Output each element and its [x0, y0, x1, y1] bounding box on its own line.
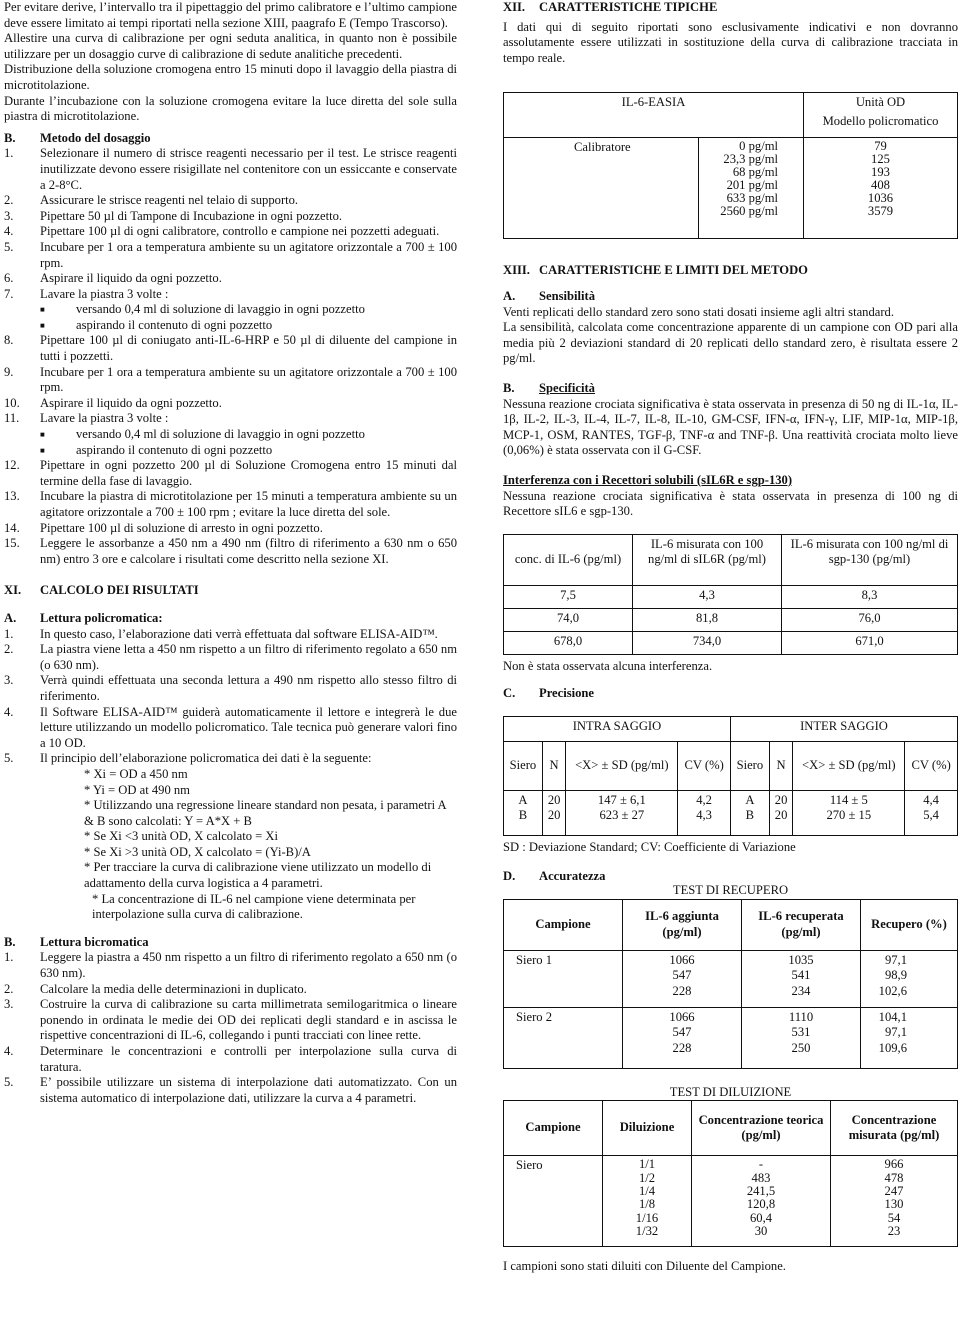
precision-heading: C. Precisione	[503, 686, 595, 701]
list-text: Selezionare il numero di strisce reagenti necessario per il test. Le strisce reagenti inutilizzate devono essere risigillate nel contenitore con un essiccante e conservate a 2-8°C.	[40, 146, 457, 192]
bullet-text: versando 0,4 ml di soluzione di lavaggio in ogni pozzetto	[76, 302, 365, 317]
list-item	[4, 224, 457, 240]
list-text: La piastra viene letta a 450 nm rispetto a un filtro di riferimento regolato a 650 nm (o 630 nm).	[40, 642, 457, 672]
list-item	[4, 950, 457, 981]
poly-steps	[4, 627, 457, 767]
list-item	[4, 521, 457, 537]
prec-cell: 4,2 4,3	[678, 790, 731, 835]
prec-header-row	[504, 741, 958, 790]
calib-header-od: Unità OD Modello policromatico	[804, 93, 958, 138]
list-text: Leggere la piastra a 450 nm rispetto a un filtro di riferimento regolato a 650 nm (o 630 nm).	[40, 950, 457, 981]
calibration-table	[503, 92, 958, 239]
list-item	[4, 396, 457, 412]
accuracy-heading: D. Accuratezza	[503, 869, 606, 884]
precision-note: SD : Deviazione Standard; CV: Coefficiente di Variazione	[503, 839, 796, 854]
prec-col-header: <X> ± SD (pg/ml)	[566, 741, 678, 790]
formula-line: * Se Xi <3 unità OD, X calcolato = Xi	[84, 829, 278, 844]
prec-cell: 147 ± 6,1 623 ± 27	[566, 790, 678, 835]
list-number: 15.	[4, 536, 20, 551]
section-xi-heading: XI. CALCOLO DEI RISULTATI	[4, 583, 199, 598]
specificity-text: Nessuna reazione crociata significativa è stata osservata in presenza di 50 ng di IL-1α, IL-1β, IL-2, IL-3, IL-4, IL-7, IL-8, IL-10, GM-CSF, IFN-α, IFN-γ, LIF, MIP-1α, MIP-1β, MCP-1, OSM, RANTES, TGF-β, TNF-α and TNF-β. Una reattività crociata molto lieve (0,06%) è stata osservata con il G-CSF.	[503, 396, 958, 458]
list-item	[4, 705, 457, 752]
section-xiii-heading: XIII. CARATTERISTICHE E LIMITI DEL METODO	[503, 263, 808, 278]
square-bullet-icon: ■	[40, 445, 45, 455]
specificity-heading: B. Specificità	[503, 380, 595, 395]
formula-line: * Utilizzando una regressione lineare standard non pesata, i parametri A & B sono calcolati: Y = A*X + B	[84, 798, 446, 828]
square-bullet-icon: ■	[40, 430, 45, 440]
list-number: 3.	[4, 673, 14, 688]
left-column	[4, 0, 457, 1106]
list-number: 12.	[4, 458, 20, 473]
intro-paragraph: Per evitare derive, l’intervallo tra il pipettaggio del primo calibratore e l’ultimo campione deve essere limitato ai tempi riportati nella sezione XIII, paagrafo E (Tempo Trascorso).	[4, 0, 457, 30]
section-xii-heading: XII. CARATTERISTICHE TIPICHE	[503, 0, 718, 14]
bi-steps	[4, 950, 457, 1106]
prec-cell: 114 ± 5 270 ± 15	[793, 790, 905, 835]
intro-paragraph: Distribuzione della soluzione cromogena entro 15 minuti dopo il lavaggio della piastra di microtitolazione.	[4, 62, 457, 92]
list-number: 5.	[4, 751, 14, 766]
interference-text: Nessuna reazione crociata significativa è stata osservata in presenza di 100 ng di Recettore sIL6 e sgp-130.	[503, 488, 958, 519]
list-number: 8.	[4, 333, 14, 348]
bullet-item	[4, 443, 457, 459]
interference-note: Non è stata osservata alcuna interferenza.	[503, 658, 713, 673]
list-text: Lavare la piastra 3 volte :	[40, 286, 169, 301]
interference-heading: Interferenza con i Recettori solubili (sIL6R e sgp-130)	[503, 472, 793, 487]
bullet-item	[4, 427, 457, 443]
list-item	[4, 982, 457, 998]
table-row: Siero 2 1066 547 228 1110 531 250 104,1 97,1 109,6	[504, 1007, 958, 1068]
sensitivity-text-1: Venti replicati dello standard zero sono stati dosati insieme agli altri standard.	[503, 304, 894, 319]
square-bullet-icon: ■	[40, 305, 45, 315]
interf-header-2: IL-6 misurata con 100 ng/ml di sgp-130 (pg/ml)	[782, 534, 958, 585]
intro-paragraph: Allestire una curva di calibrazione per ogni seduta analitica, in quanto non è possibile utilizzare per un dosaggio curve di calibrazione di sedute analitiche precedenti.	[4, 31, 457, 61]
prec-cell: A B	[730, 790, 769, 835]
prec-col-header: Siero	[504, 741, 543, 790]
list-number: 2.	[4, 981, 14, 996]
list-text: Aspirare il liquido da ogni pozzetto.	[40, 395, 222, 410]
calib-label: Calibratore	[504, 138, 699, 239]
calib-concentrations: 0 pg/ml 23,3 pg/ml 68 pg/ml 201 pg/ml 633 pg/ml 2560 pg/ml	[699, 138, 804, 239]
list-item	[4, 642, 457, 673]
sensitivity-heading: A. Sensibilità	[503, 288, 595, 303]
interf-header-1: IL-6 misurata con 100 ng/ml di sIL6R (pg/ml)	[633, 534, 782, 585]
method-heading: B. Metodo del dosaggio	[4, 130, 151, 145]
interference-table	[503, 534, 958, 655]
dilution-title: TEST DI DILUIZIONE	[669, 1084, 792, 1099]
table-row: 7,5 4,3 8,3	[504, 585, 958, 608]
list-item	[4, 146, 457, 193]
interf-header-0: conc. di IL-6 (pg/ml)	[504, 534, 633, 585]
list-number: 4.	[4, 1044, 14, 1058]
list-number: 4.	[4, 704, 14, 719]
list-text: Incubare per 1 ora a temperatura ambiente su un agitatore orizzontale a 700 ± 100 rpm.	[40, 239, 457, 270]
poly-formula-list	[4, 767, 457, 923]
list-text: Assicurare le strisce reagenti nel telaio di supporto.	[40, 193, 299, 208]
list-number: 7.	[4, 286, 14, 301]
list-item	[4, 751, 457, 767]
bi-heading: B. Lettura bicromatica	[4, 934, 149, 949]
right-column	[503, 0, 958, 1275]
list-text: Pipettare 100 µl di coniugato anti-IL-6-HRP e 50 µl di diluente del campione in tutti i pozzetti.	[40, 333, 457, 364]
list-text: Incubare per 1 ora a temperatura ambiente su un agitatore orizzontale a 700 ± 100 rpm.	[40, 364, 457, 395]
bullet-text: aspirando il contenuto di ogni pozzetto	[76, 442, 273, 457]
list-item	[4, 271, 457, 287]
list-text: Lavare la piastra 3 volte :	[40, 411, 169, 426]
list-text: E’ possibile utilizzare un sistema di interpolazione dati automatizzato. Con un sistema automatico di interpolazione dati, utilizzare la curva a 4 parametri.	[40, 1075, 457, 1105]
list-item	[4, 1075, 457, 1106]
formula-line: * Xi = OD a 450 nm	[84, 766, 188, 781]
prec-inter-title: INTER SAGGIO	[730, 716, 957, 741]
list-text: Pipettare 100 µl di ogni calibratore, controllo e campione nei pozzetti adeguati.	[40, 224, 440, 239]
precision-table	[503, 716, 958, 836]
final-note: I campioni sono stati diluiti con Diluente del Campione.	[503, 1259, 786, 1274]
list-text: Pipettare 50 µl di Tampone di Incubazione in ogni pozzetto.	[40, 208, 343, 223]
list-number: 3.	[4, 997, 14, 1012]
recovery-table: Campione IL-6 aggiunta (pg/ml) IL-6 recuperata (pg/ml) Recupero (%) Siero 1 1066 547 228 1035 541 234 97,1 98,9 102,6 Siero 2 1066 547 228 1110 531 250 104,1 97,1 109,6	[503, 899, 958, 1069]
prec-col-header: <X> ± SD (pg/ml)	[793, 741, 905, 790]
table-row: Siero 1/1 1/2 1/4 1/8 1/16 1/32 - 483 241,5 120,8 60,4 30 966 478 247 130 54 23	[504, 1156, 958, 1247]
prec-cell: A B	[504, 790, 543, 835]
list-number: 4.	[4, 224, 14, 239]
list-number: 13.	[4, 489, 20, 504]
table-row	[504, 790, 958, 835]
prec-col-header: N	[542, 741, 566, 790]
bullet-text: aspirando il contenuto di ogni pozzetto	[76, 317, 273, 332]
list-number: 1.	[4, 950, 14, 965]
table-row: Siero 1 1066 547 228 1035 541 234 97,1 98,9 102,6	[504, 950, 958, 1007]
list-text: Leggere le assorbanze a 450 nm a 490 nm (filtro di riferimento a 630 nm o 650 nm) entro 3 ore e calcolare i risultati come descritto nella sezione XI.	[40, 536, 457, 566]
prec-intra-title: INTRA SAGGIO	[504, 716, 731, 741]
list-item	[4, 365, 457, 396]
list-number: 2.	[4, 193, 14, 208]
square-bullet-icon: ■	[40, 320, 45, 330]
list-text: In questo caso, l’elaborazione dati verrà effettuata dal software ELISA-AID™.	[40, 626, 438, 641]
list-number: 10.	[4, 395, 20, 410]
list-item	[4, 209, 457, 225]
list-item	[4, 627, 457, 643]
list-number: 9.	[4, 364, 14, 379]
calib-header-assay: IL-6-EASIA	[504, 93, 804, 138]
list-text: Costruire la curva di calibrazione su carta millimetrata semilogaritmica o lineare ponendo in ordinata le medie dei OD dei replicati degli standard e in ascissa le rispettive concentrazioni di IL-6, collegando i punti tracciati con linee rette.	[40, 997, 457, 1043]
list-text: Aspirare il liquido da ogni pozzetto.	[40, 271, 222, 286]
list-text: Verrà quindi effettuata una seconda lettura a 490 nm rispetto allo stesso filtro di riferimento.	[40, 673, 457, 703]
prec-col-header: N	[769, 741, 793, 790]
list-number: 11.	[4, 411, 20, 426]
list-item	[4, 536, 457, 567]
list-item	[4, 240, 457, 271]
prec-col-header: CV (%)	[678, 741, 731, 790]
formula-line: * Per tracciare la curva di calibrazione viene utilizzato un modello di adattamento della curva logistica a 4 parametri.	[84, 860, 432, 891]
list-number: 2.	[4, 642, 14, 657]
list-text: Il principio dell’elaborazione policromatica dei dati è la seguente:	[40, 751, 372, 766]
list-number: 6.	[4, 271, 14, 286]
list-item	[4, 673, 457, 704]
formula-line: * Se Xi >3 unità OD, X calcolato = (Yi-B)/A	[84, 844, 311, 859]
list-number: 5.	[4, 1075, 14, 1090]
list-text: Pipettare 100 µl di soluzione di arresto in ogni pozzetto.	[40, 520, 323, 535]
list-text: Incubare la piastra di microtitolazione per 15 minuti a temperatura ambiente su un agitatore orizzontale a 700 ± 100 rpm ; evitare la luce diretta del sole.	[40, 489, 457, 519]
table-row: 678,0 734,0 671,0	[504, 631, 958, 654]
dilution-table: Campione Diluizione Concentrazione teorica (pg/ml) Concentrazione misurata (pg/ml) Siero 1/1 1/2 1/4 1/8 1/16 1/32 - 483 241,5 120,8 60,4 30 966 478 247 130 54 23	[503, 1100, 958, 1247]
bullet-item	[4, 318, 457, 334]
list-number: 3.	[4, 208, 14, 223]
bullet-text: versando 0,4 ml di soluzione di lavaggio in ogni pozzetto	[76, 427, 365, 442]
formula-line: * Yi = OD at 490 nm	[84, 782, 190, 797]
prec-cell: 20 20	[542, 790, 566, 835]
formula-line: * La concentrazione di IL-6 nel campione viene determinata per interpolazione sulla curva di calibrazione.	[92, 891, 416, 922]
prec-col-header: CV (%)	[905, 741, 958, 790]
list-item	[4, 411, 457, 427]
prec-cell: 4,4 5,4	[905, 790, 958, 835]
list-item	[4, 489, 457, 520]
list-item	[4, 193, 457, 209]
recovery-title: TEST DI RECUPERO	[672, 883, 789, 898]
intro-paragraphs	[4, 0, 457, 125]
method-steps	[4, 146, 457, 567]
list-item	[4, 333, 457, 364]
sensitivity-text-2: La sensibilità, calcolata come concentrazione apparente di un campione con OD pari alla media più 2 deviazioni standard di 20 replicati dello standard zero, è risultata essere 2 pg/ml.	[503, 320, 958, 366]
bullet-item	[4, 302, 457, 318]
list-number: 1.	[4, 626, 14, 641]
list-text: Determinare le concentrazioni e controlli per interpolazione sulla curva di taratura.	[40, 1044, 457, 1074]
list-text: Calcolare la media delle determinazioni in duplicato.	[40, 981, 307, 996]
poly-heading: A. Lettura policromatica:	[4, 610, 163, 625]
section-xii-text: I dati qui di seguito riportati sono esclusivamente indicativi e non dovranno assolutamente essere utilizzati in sostituzione della curva di calibrazione tracciata in tempo reale.	[503, 19, 958, 65]
prec-cell: 20 20	[769, 790, 793, 835]
list-item	[4, 1044, 457, 1075]
list-text: Il Software ELISA-AID™ guiderà automaticamente il lettore e integrerà le due letture utilizzando un modello policromatico. Tale tecnica può generare valori fino a 10 OD.	[40, 704, 457, 750]
list-number: 14.	[4, 520, 20, 535]
list-number: 1.	[4, 146, 14, 161]
list-item	[4, 997, 457, 1044]
calib-od-values: 79 125 193 408 1036 3579	[804, 138, 958, 239]
prec-col-header: Siero	[730, 741, 769, 790]
table-row: 74,0 81,8 76,0	[504, 608, 958, 631]
list-number: 5.	[4, 239, 14, 254]
list-text: Pipettare in ogni pozzetto 200 µl di Soluzione Cromogena entro 15 minuti dal termine della fase di lavaggio.	[40, 458, 457, 488]
intro-paragraph: Durante l’incubazione con la soluzione cromogena evitare la luce diretta del sole sulla piastra di microtitolazione.	[4, 93, 457, 124]
list-item	[4, 287, 457, 303]
list-item	[4, 458, 457, 489]
